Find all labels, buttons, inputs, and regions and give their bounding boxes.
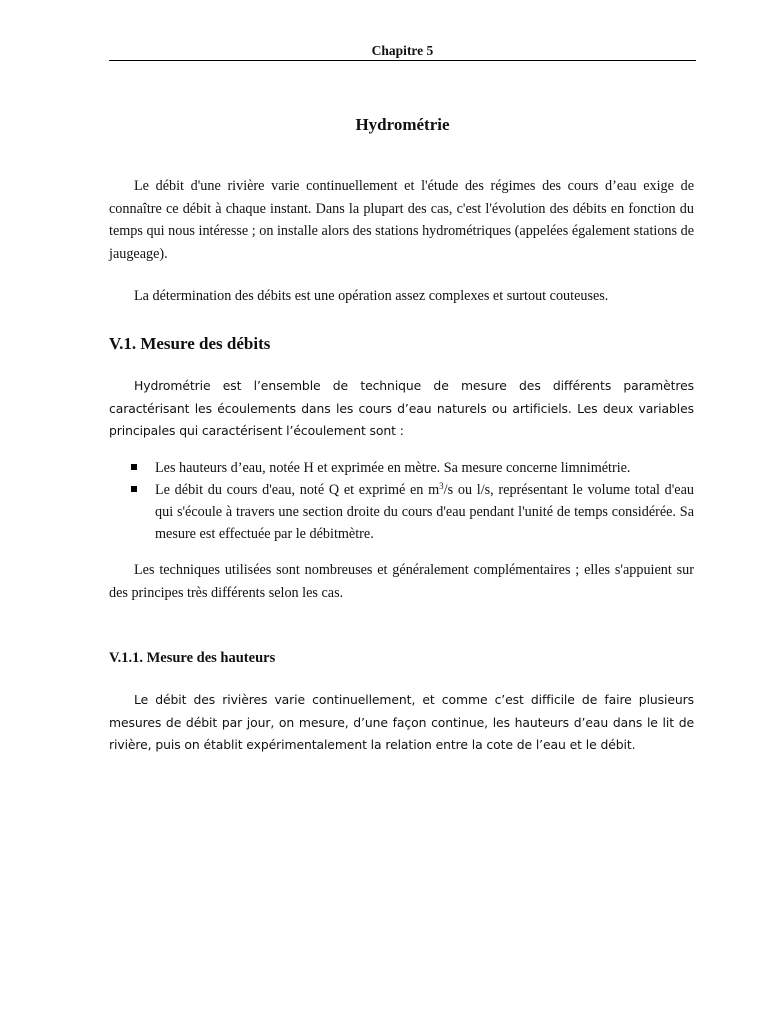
list-item-text: Les hauteurs d’eau, notée H et exprimée en mètre. Sa mesure concerne limnimétrie. [155,460,631,476]
list-item-text-start: Le débit du cours d'eau, noté Q et exprimé en m [155,482,440,498]
superscript: 3 [439,481,444,491]
section-heading-v11: V.1.1. Mesure des hauteurs [109,650,276,666]
section1-paragraph-2: Les techniques utilisées sont nombreuses et généralement complémentaires ; elles s'appuient sur des principes très différents selon les cas. [109,562,694,601]
intro-paragraph-2: La détermination des débits est une opération assez complexes et surtout couteuses. [134,288,609,304]
intro-paragraph-1: Le débit d'une rivière varie continuellement et l'étude des régimes des cours d’eau exige de connaître ce débit à chaque instant. Dans la plupart des cas, c'est l'évolution des débits en fonction du temps qui nous intéresse ; on installe alors des stations hydrométriques (appelées également stations de jaugeage). [109,178,694,262]
section-heading-v1: V.1. Mesure des débits [109,334,271,353]
chapter-title: Hydrométrie [355,115,450,134]
square-bullet-icon [131,486,137,492]
variables-list [109,457,694,545]
section11-paragraph-1: Le débit des rivières varie continuellement, et comme c’est difficile de faire plusieurs mesures de débit par jour, on mesure, d’une façon continue, les hauteurs d’eau dans le lit de rivière, puis on établit expérimentalement la relation entre la cote de l’eau et le débit. [109,692,694,752]
list-item [109,479,694,545]
list-item [109,457,694,479]
header-rule [109,60,696,61]
list-item-text-end: /s ou l/s, représentant le volume total d'eau qui s'écoule à travers une section droite du cours d'eau pendant l'unité de temps considérée. Sa mesure est effectuée par le débitmètre. [155,482,694,542]
running-header: Chapitre 5 [371,43,434,58]
square-bullet-icon [131,464,137,470]
section1-paragraph-1: Hydrométrie est l’ensemble de technique de mesure des différents paramètres caractérisant les écoulements dans les cours d’eau naturels ou artificiels. Les deux variables principales qui caractérisent l’écoulement sont : [109,378,694,438]
